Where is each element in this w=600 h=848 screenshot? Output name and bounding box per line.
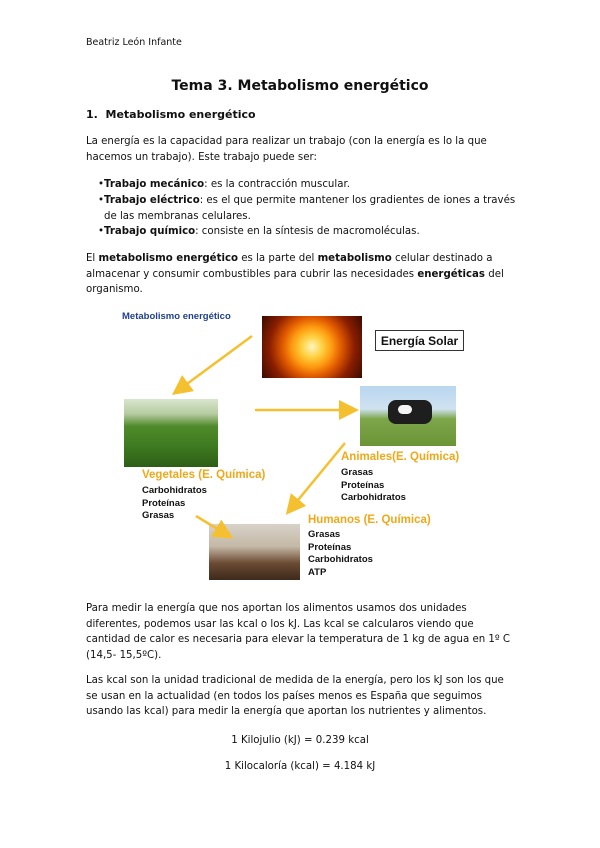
definition-text: del organismo. xyxy=(86,268,504,295)
section-title: Metabolismo energético xyxy=(105,108,256,121)
bullet-text: : consiste en la síntesis de macromoléculas. xyxy=(195,226,420,237)
bullet-text: : es la contracción muscular. xyxy=(204,179,350,190)
list-item: ATP xyxy=(308,566,327,578)
bullet-dot-icon: • xyxy=(98,226,105,237)
intro-paragraph: La energía es la capacidad para realizar un trabajo (con la energía es lo la que hacemos un trabajo). Este trabajo puede ser: xyxy=(86,136,487,163)
list-item: Proteínas xyxy=(142,497,186,509)
list-item: Proteínas xyxy=(341,479,385,491)
list-item: Grasas xyxy=(341,467,374,478)
list-item: Carbohidratos xyxy=(341,492,406,503)
list-item: Grasas xyxy=(308,529,341,540)
vegetables-label: Vegetales (E. Química) xyxy=(142,469,266,481)
bullet-dot-icon: • xyxy=(98,195,105,206)
list-item: Carbohidratos xyxy=(308,554,373,565)
section-number: 1. xyxy=(86,108,98,121)
kj-paragraph: Las kcal son la unidad tradicional de medida de la energía, pero los kJ son los que se usan en la actualidad (en todos los países menos es España que seguimos usando las kcal) para medir la energía que aportan los nutrientes y alimentos. xyxy=(86,675,504,717)
bullet-term: Trabajo mecánico xyxy=(104,179,205,190)
page-title: Tema 3. Metabolismo energético xyxy=(171,78,429,94)
list-item: Grasas xyxy=(142,510,175,521)
definition-text: es la parte del xyxy=(237,253,318,264)
figure-title: Metabolismo energético xyxy=(122,311,231,322)
bullet-text: : es el que permite mantener los gradientes de iones a través de las membranas celulares. xyxy=(104,195,516,222)
equation-kcal: 1 Kilocaloría (kcal) = 4.184 kJ xyxy=(224,761,376,772)
arrow-animals-to-humans xyxy=(289,443,345,511)
bullet-term: Trabajo eléctrico xyxy=(104,195,200,206)
author-name: Beatriz León Infante xyxy=(86,37,182,48)
list-item: Proteínas xyxy=(308,541,352,553)
solar-energy-label: Energía Solar xyxy=(375,330,464,351)
units-paragraph: Para medir la energía que nos aportan los alimentos usamos dos unidades diferentes, podemos usar las kcal o los kJ. Las kcal se calcularos viendo que cantidad de calor es necesaria para elevar la temperatura de 1 kg de agua en 1º C (14,5- 15,5ºC). xyxy=(86,603,511,661)
animals-list xyxy=(341,467,406,505)
definition-bold: metabolismo xyxy=(317,253,392,264)
animals-label: Animales(E. Química) xyxy=(341,451,460,463)
bullet-term: Trabajo químico xyxy=(104,226,196,237)
definition-bold: metabolismo energético xyxy=(98,253,238,264)
definition-text: celular destinado a almacenar y consumir combustibles para cubrir las necesidades xyxy=(86,253,493,280)
definition-bold: energéticas xyxy=(417,268,485,280)
equation-kj: 1 Kilojulio (kJ) = 0.239 kcal xyxy=(231,735,369,746)
bullet-dot-icon: • xyxy=(98,179,105,190)
arrow-sun-to-plants xyxy=(176,336,252,392)
definition-text: El xyxy=(86,253,99,264)
humans-list xyxy=(308,529,373,579)
humans-label: Humanos (E. Química) xyxy=(308,514,431,526)
list-item: Carbohidratos xyxy=(142,485,207,496)
vegetables-list xyxy=(142,485,207,523)
